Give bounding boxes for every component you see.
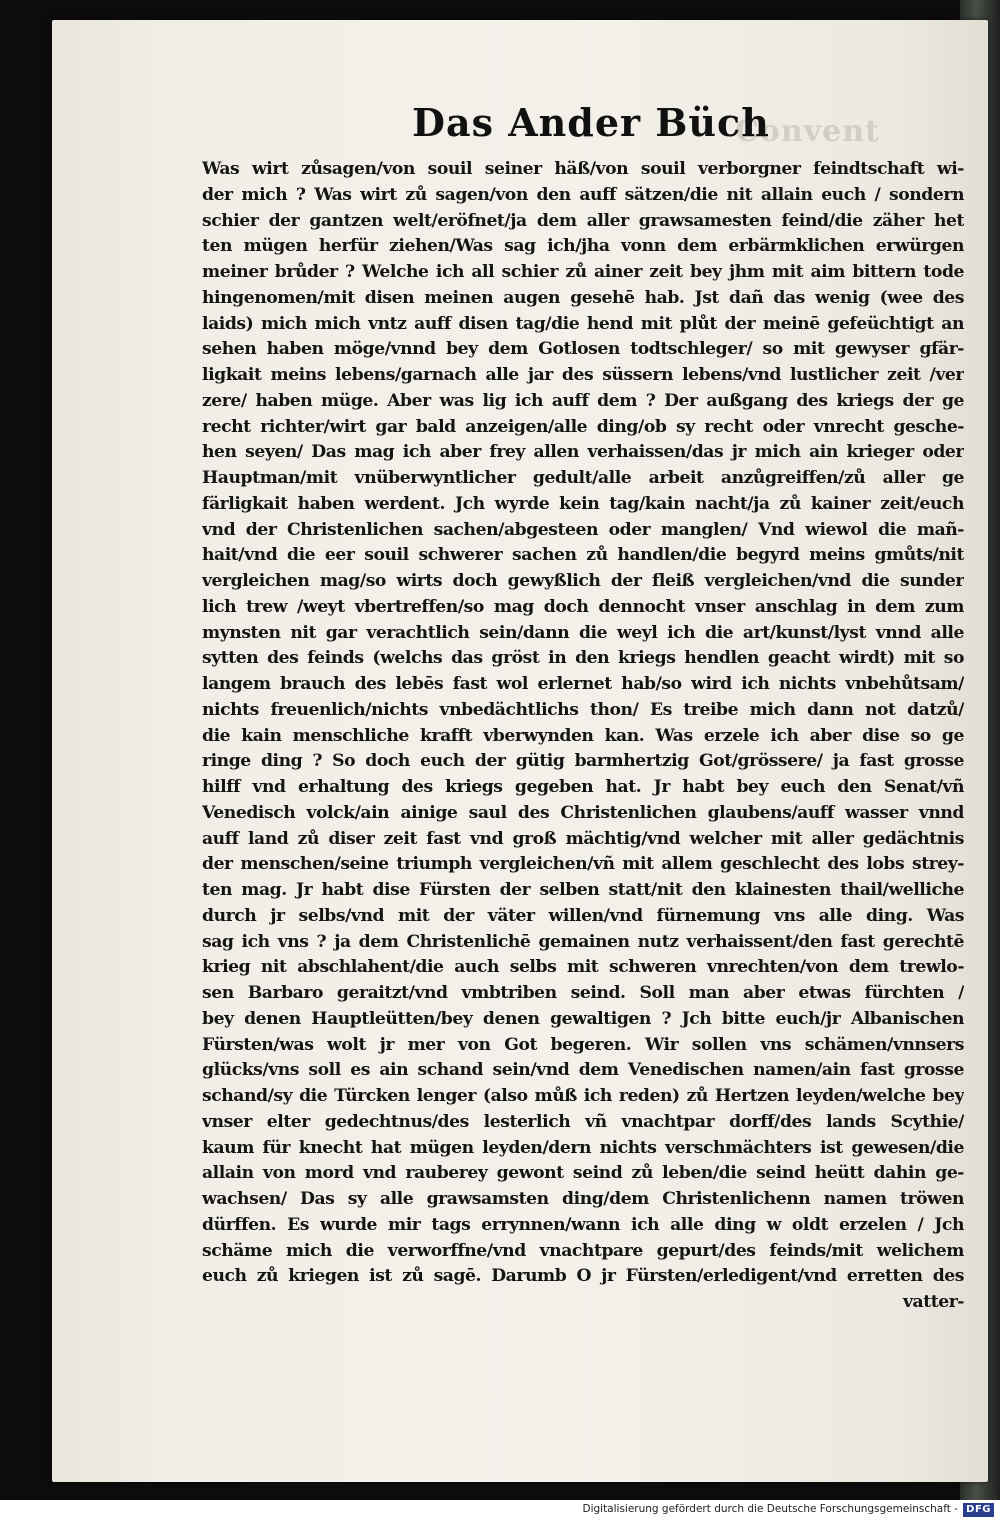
text-block — [202, 157, 964, 1316]
text-line: schäme mich die verworffne/vnd vnachtpare gepurt/des feinds/mit welichem — [202, 1240, 964, 1261]
text-line: ten mügen herfür ziehen/Was sag ich/jha vonn dem erbärmklichen erwürgen — [202, 236, 964, 257]
text-line: färligkait haben werdent. Jch wyrde kein tag/kain nacht/ja zů kainer zeit/euch — [202, 493, 964, 514]
bleed-through-heading: Convent — [735, 114, 880, 149]
text-line: nichts freuenlich/nichts vnbedächtlichs thon/ Es treibe mich dann not datzů/ — [202, 699, 964, 720]
footer-bar — [0, 1500, 1000, 1521]
text-line: hen seyen/ Das mag ich aber frey allen verhaissen/das jr mich ain krieger oder — [202, 442, 964, 463]
text-line: durch jr selbs/vnd mit der väter willen/vnd fürnemung vns alle ding. Was — [202, 905, 964, 926]
text-line: laids) mich mich vntz auff disen tag/die hend mit plůt der meinē gefeüchtigt an — [202, 313, 964, 334]
text-line: meiner brůder ? Welche ich all schier zů ainer zeit bey jhm mit aim bittern tode — [202, 262, 964, 282]
digitization-credit: Digitalisierung gefördert durch die Deutsche Forschungsgemeinschaft - — [582, 1503, 958, 1515]
text-line: schand/sy die Türcken lenger (also můß ich reden) zů Hertzen leyden/welche bey — [202, 1086, 964, 1106]
text-line: bey denen Hauptleütten/bey denen gewaltigen ? Jch bitte euch/jr Albanischen — [202, 1008, 964, 1029]
page-heading: Das Ander Büch — [412, 100, 770, 145]
text-line: allain von mord vnd rauberey gewont seind zů leben/die seind heütt dahin ge- — [202, 1163, 964, 1184]
text-line: sen Barbaro geraitzt/vnd vmbtriben seind. Soll man aber etwas fürchten / — [202, 983, 964, 1003]
text-line: lich trew /weyt vbertreffen/so mag doch dennocht vnser anschlag in dem zum — [202, 596, 964, 617]
text-line: Venedisch volck/ain ainige saul des Christenlichen glaubens/auff wasser vnnd — [202, 802, 964, 823]
text-line: langem brauch des lebēs fast wol erlernet hab/so wird ich nichts vnbehůtsam/ — [202, 674, 964, 694]
text-line: ten mag. Jr habt dise Fürsten der selben statt/nit den klainesten thail/welliche — [202, 880, 964, 900]
text-line: sag ich vns ? ja dem Christenlichē gemainen nutz verhaissent/den fast gerechtē — [202, 931, 964, 952]
text-line: Was wirt zůsagen/von souil seiner häß/von souil verborgner feindtschaft wi- — [202, 159, 964, 179]
text-line: ringe ding ? So doch euch der gütig barmhertzig Got/grössere/ ja fast grosse — [202, 751, 964, 772]
text-line: vergleichen mag/so wirts doch gewyßlich der fleiß vergleichen/vnd die sunder — [202, 571, 964, 591]
text-line: hingenomen/mit disen meinen augen gesehē hab. Jst dañ das wenig (wee des — [202, 287, 964, 308]
text-line: hilff vnd erhaltung des kriegs gegeben hat. Jr habt bey euch den Senat/vñ — [202, 777, 964, 797]
text-line: hait/vnd die eer souil schwerer sachen zů handlen/die begyrd meins gmůts/nit — [202, 545, 964, 566]
text-line: vnser elter gedechtnus/des lesterlich vñ vnachtpar dorff/des lands Scythie/ — [202, 1111, 964, 1132]
text-line: sehen haben möge/vnnd bey dem Gotlosen todtschleger/ so mit gewyser gfär- — [202, 339, 964, 360]
dfg-logo: DFG — [963, 1503, 994, 1517]
text-line: glücks/vns soll es ain schand sein/vnd dem Venedischen namen/ain fast grosse — [202, 1060, 964, 1081]
text-line: Fürsten/was wolt jr mer von Got begeren. Wir sollen vns schämen/vnnsers — [202, 1034, 964, 1055]
text-line: ligkait meins lebens/garnach alle jar des süssern lebens/vnd lustlicher zeit /ver — [202, 365, 964, 385]
text-line: vnd der Christenlichen sachen/abgesteen oder manglen/ Vnd wiewol die mañ- — [202, 519, 964, 540]
text-line: recht richter/wirt gar bald anzeigen/alle ding/ob sy recht oder vnrecht gesche- — [202, 416, 964, 437]
text-line: euch zů kriegen ist zů sagē. Darumb O jr Fürsten/erledigent/vnd erretten des — [202, 1266, 964, 1287]
text-line: die kain menschliche krafft vberwynden kan. Was erzele ich aber dise so ge — [202, 725, 964, 746]
text-line: dürffen. Es wurde mir tags errynnen/wann ich alle ding w oldt erzelen / Jch — [202, 1214, 964, 1235]
text-line: kaum für knecht hat mügen leyden/dern nichts verschmächters ist gewesen/die — [202, 1137, 964, 1158]
text-line: sytten des feinds (welchs das gröst in den kriegs hendlen geacht wirdt) mit so — [202, 648, 964, 669]
text-line: krieg nit abschlahent/die auch selbs mit schweren vnrechten/von dem trewlo- — [202, 957, 964, 978]
text-line: der menschen/seine triumph vergleichen/vñ mit allem geschlecht des lobs strey- — [202, 854, 964, 875]
text-line: schier der gantzen welt/eröfnet/ja dem aller grawsamesten feind/die zäher het — [202, 210, 964, 231]
text-line: auff land zů diser zeit fast vnd groß mächtig/vnd welcher mit aller gedächtnis — [202, 828, 964, 849]
text-line: der mich ? Was wirt zů sagen/von den auff sätzen/die nit allain euch / sondern — [202, 184, 964, 205]
text-line: vatter- — [903, 1292, 964, 1312]
text-line: mynsten nit gar verachtlich sein/dann die weyl ich die art/kunst/lyst vnnd alle — [202, 622, 964, 643]
text-line: wachsen/ Das sy alle grawsamsten ding/dem Christenlichenn namen tröwen — [202, 1189, 964, 1209]
text-line: Hauptman/mit vnüberwyntlicher gedult/alle arbeit anzůgreiffen/zů aller ge — [202, 468, 964, 488]
text-line: zere/ haben müge. Aber was lig ich auff dem ? Der außgang des kriegs der ge — [202, 390, 964, 411]
